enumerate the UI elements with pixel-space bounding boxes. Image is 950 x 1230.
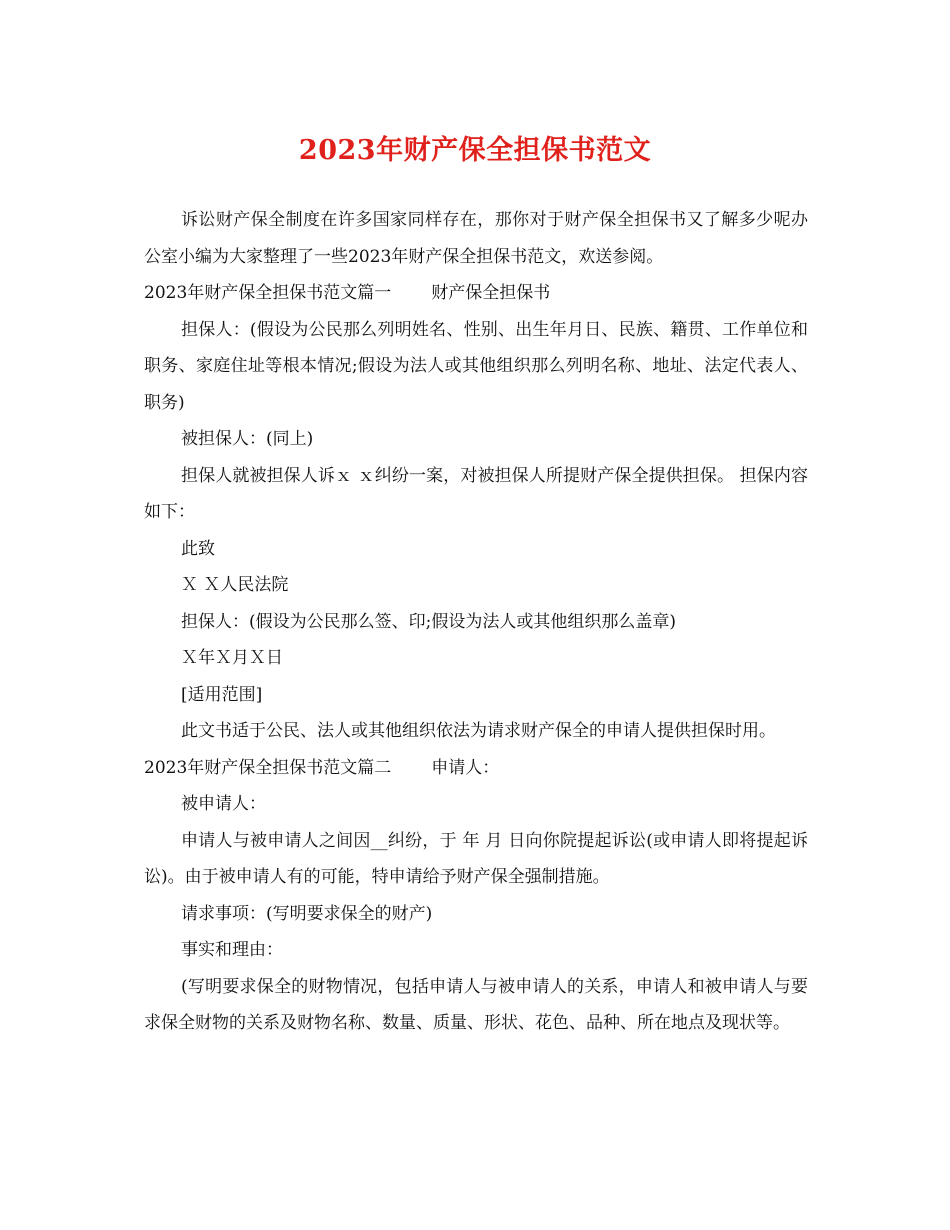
paragraph-facts-label: 事实和理由： (181, 940, 283, 960)
section-2-applicant: 申请人： (431, 757, 500, 778)
section-1-subtitle: 财产保全担保书 (431, 283, 551, 303)
paragraph-scope-text: 此文书适于公民、法人或其他组织依法为请求财产保全的申请人提供担保时用。 (181, 721, 776, 741)
paragraph-signature: 担保人：(假设为公民那么签、印;假设为法人或其他组织那么盖章) (181, 611, 676, 632)
paragraph-intro: 诉讼财产保全制度在许多国家同样存在，那你对于财产保全担保书又了解多少呢办公室小编为大家整理了一些2023年财产保全担保书范文，欢送参阅。 (144, 210, 808, 267)
section-2-heading: 2023年财产保全担保书范文篇二 (144, 757, 392, 778)
section-2-heading-line (144, 750, 808, 787)
section-1-heading-line (144, 275, 808, 312)
paragraph-respondent: 被申请人： (181, 794, 266, 814)
paragraph-guaranteed: 被担保人：(同上) (181, 429, 314, 449)
paragraph-guarantee-statement: 担保人就被担保人诉ｘ ｘ纠纷一案，对被担保人所提财产保全提供担保。 担保内容如下： (144, 465, 808, 522)
document-body (144, 202, 808, 1042)
paragraph-request: 请求事项：(写明要求保全的财产) (181, 903, 433, 924)
document-title: 2023年财产保全担保书范文 (298, 135, 652, 166)
paragraph-guarantor: 担保人：(假设为公民那么列明姓名、性别、出生年月日、民族、籍贯、工作单位和职务、家庭住址等根本情况;假设为法人或其他组织那么列明名称、地址、法定代表人、职务) (144, 319, 808, 413)
paragraph-facts-text: (写明要求保全的财物情况，包括申请人与被申请人的关系，申请人和被申请人与要求保全财物的关系及财物名称、数量、质量、形状、花色、品种、所在地点及现状等。 (144, 976, 808, 1033)
section-1-heading: 2023年财产保全担保书范文篇一 (144, 283, 392, 303)
paragraph-date: Ｘ年Ｘ月Ｘ日 (181, 648, 283, 668)
paragraph-application: 申请人与被申请人之间因__纠纷，于 年 月 日向你院提起诉讼(或申请人即将提起诉讼)。由于被申请人有的可能，特申请给予财产保全强制措施。 (144, 830, 808, 887)
paragraph-salutation: 此致 (181, 538, 215, 559)
paragraph-scope-label: [适用范围] (181, 684, 263, 705)
paragraph-court: Ｘ Ｘ人民法院 (181, 575, 289, 595)
